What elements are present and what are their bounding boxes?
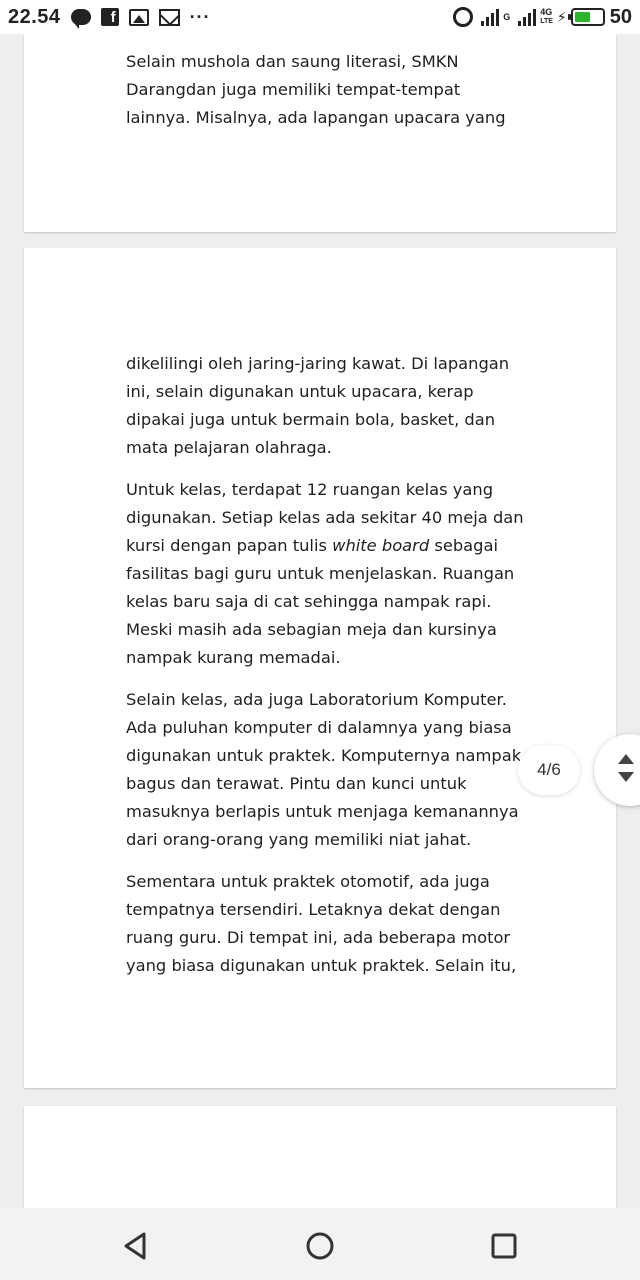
text-line: digunakan untuk praktek. Komputernya nampak	[126, 746, 522, 765]
text-line: yang biasa digunakan untuk praktek. Selain itu,	[126, 956, 517, 975]
paragraph-lapangan	[126, 350, 526, 462]
text-line: Sementara untuk praktek otomotif, ada juga	[126, 872, 490, 891]
facebook-icon: f	[101, 8, 119, 26]
text-line: nampak kurang memadai.	[126, 648, 341, 667]
status-bar	[0, 0, 640, 34]
image-icon	[129, 9, 149, 26]
text-line: ini, selain digunakan untuk upacara, kerap	[126, 382, 474, 401]
text-line: masuknya berlapis untuk menjaga kemanannya	[126, 802, 519, 821]
text-line: digunakan. Setiap kelas ada sekitar 40 meja dan	[126, 508, 524, 527]
text-line: ruang guru. Di tempat ini, ada beberapa motor	[126, 928, 511, 947]
text-line: Ada puluhan komputer di dalamnya yang biasa	[126, 718, 512, 737]
page-text	[126, 350, 526, 994]
paragraph-kelas	[126, 476, 526, 672]
text-line: tempatnya tersendiri. Letaknya dekat dengan	[126, 900, 501, 919]
gmail-icon	[159, 9, 180, 26]
page-indicator: 4/6	[518, 745, 580, 795]
battery-fill	[575, 12, 591, 22]
chat-bubble-icon	[71, 9, 91, 25]
text-line: kelas baru saja di cat sehingga nampak rapi.	[126, 592, 492, 611]
text-line: Darangdan juga memiliki tempat-tempat	[126, 80, 461, 99]
text-line: fasilitas bagi guru untuk menjelaskan. Ruangan	[126, 564, 515, 583]
text-line: Untuk kelas, terdapat 12 ruangan kelas yang	[126, 480, 494, 499]
network-type-label	[540, 8, 553, 26]
alarm-icon	[453, 7, 473, 27]
italic-text: white board	[332, 536, 430, 555]
navigation-bar	[0, 1208, 640, 1280]
scroll-down-arrow-icon	[618, 772, 634, 782]
text-line: dipakai juga untuk bermain bola, basket, dan	[126, 410, 496, 429]
home-circle-icon[interactable]	[304, 1230, 336, 1262]
document-page-3	[24, 34, 616, 232]
text-segment: sebagai	[429, 536, 498, 555]
scroll-up-arrow-icon	[618, 754, 634, 764]
paragraph-otomotif	[126, 868, 526, 980]
status-right-group	[453, 6, 632, 29]
page-text	[126, 48, 526, 132]
back-triangle-icon[interactable]	[120, 1230, 152, 1262]
text-line: mata pelajaran olahraga.	[126, 438, 332, 457]
battery-icon	[571, 8, 605, 26]
text-line	[126, 532, 526, 560]
text-line: lainnya. Misalnya, ada lapangan upacara yang	[126, 108, 506, 127]
charging-bolt-icon: ⚡	[556, 8, 567, 25]
paragraph-laboratorium	[126, 686, 526, 854]
recent-square-icon[interactable]	[488, 1230, 520, 1262]
signal-icon	[518, 8, 538, 26]
document-page-4	[24, 248, 616, 1088]
battery-level: 50	[609, 5, 632, 28]
network-type-bottom: LTE	[540, 18, 553, 25]
more-dots-icon: ···	[189, 6, 211, 27]
text-line: Meski masih ada sebagian meja dan kursinya	[126, 620, 497, 639]
text-line: Selain mushola dan saung literasi, SMKN	[126, 52, 459, 71]
text-segment: kursi dengan papan tulis	[126, 536, 333, 555]
text-line: Selain kelas, ada juga Laboratorium Komputer.	[126, 690, 507, 709]
signal-icon	[481, 8, 501, 26]
status-time: 22.54	[8, 5, 61, 28]
text-line: dikelilingi oleh jaring-jaring kawat. Di lapangan	[126, 354, 510, 373]
network-small-label: G	[503, 11, 511, 22]
text-line: bagus dan terawat. Pintu dan kunci untuk	[126, 774, 467, 793]
text-line: dari orang-orang yang memiliki niat jahat.	[126, 830, 472, 849]
document-page-5	[24, 1106, 616, 1208]
network-type-top: 4G	[540, 7, 553, 17]
